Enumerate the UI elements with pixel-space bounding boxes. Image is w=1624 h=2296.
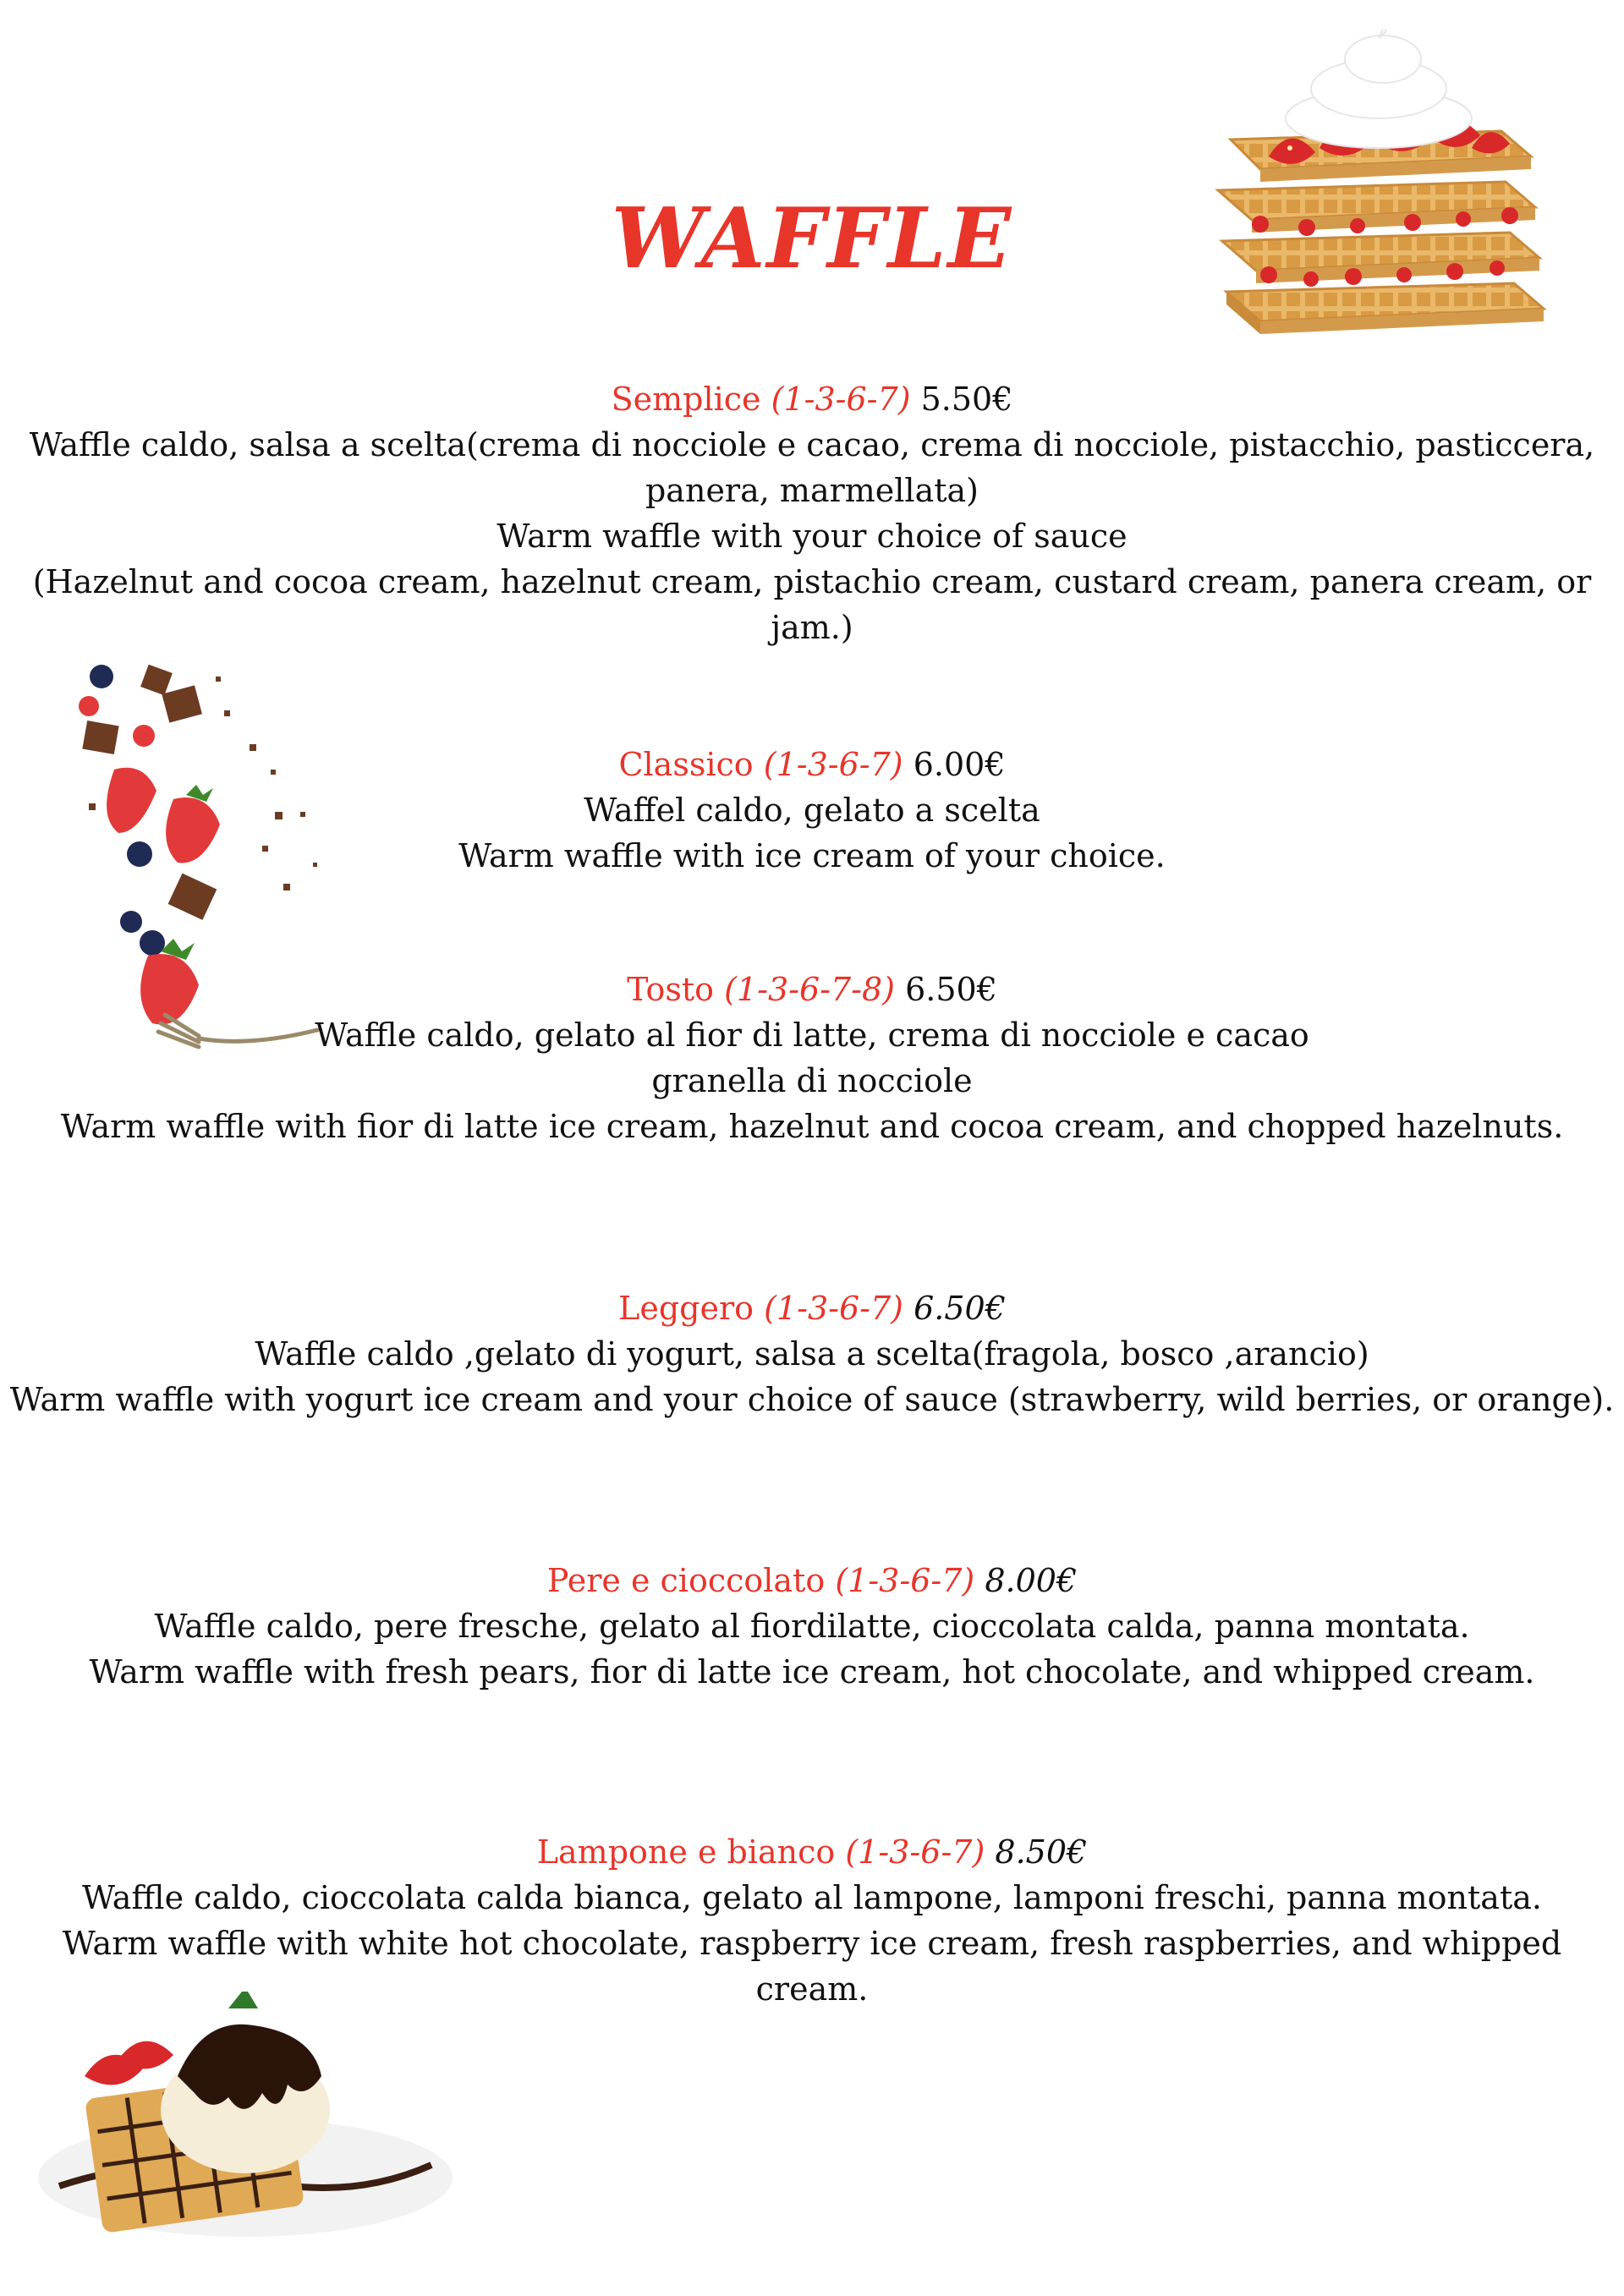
item-description-line: jam.)	[771, 609, 853, 646]
item-name: Lampone e bianco	[536, 1833, 836, 1871]
item-description-line: Waffle caldo, gelato al fior di latte, crema di nocciole e cacao	[315, 1016, 1309, 1054]
item-heading	[0, 376, 1624, 422]
item-allergens: (1-3-6-7)	[771, 381, 911, 418]
item-heading	[0, 1285, 1624, 1331]
item-description-line: Warm waffle with white hot chocolate, raspberry ice cream, fresh raspberries, and whipped	[62, 1925, 1562, 1962]
item-description-line: Warm waffle with fresh pears, fior di latte ice cream, hot chocolate, and whipped cream.	[89, 1653, 1535, 1690]
page-title: WAFFLE	[611, 190, 1013, 288]
item-name: Classico	[618, 746, 754, 783]
item-allergens: (1-3-6-7)	[764, 1290, 903, 1327]
item-name: Tosto	[627, 971, 715, 1008]
item-description-line: Waffle caldo ,gelato di yogurt, salsa a scelta(fragola, bosco ,arancio)	[255, 1335, 1369, 1373]
item-description-line: Warm waffle with yogurt ice cream and your choice of sauce (strawberry, wild berries, or orange).	[9, 1381, 1615, 1418]
item-price: 6.50€	[914, 1290, 1006, 1327]
menu-item-semplice	[0, 376, 1624, 650]
item-name: Leggero	[618, 1290, 754, 1327]
item-description-line: Warm waffle with your choice of sauce	[497, 518, 1127, 555]
item-price: 6.50€	[905, 971, 997, 1008]
item-description-line: panera, marmellata)	[645, 472, 979, 509]
item-heading	[0, 742, 1624, 787]
item-allergens: (1-3-6-7)	[845, 1833, 985, 1871]
menu-item-pere-e-cioccolato	[0, 1558, 1624, 1695]
menu-item-tosto	[0, 967, 1624, 1149]
item-description-line: Waffle caldo, salsa a scelta(crema di nocciole e cacao, crema di nocciole, pistacchio, pasticcera,	[29, 426, 1595, 463]
menu-item-lampone-e-bianco	[0, 1829, 1624, 2012]
item-allergens: (1-3-6-7)	[835, 1562, 975, 1599]
item-name: Semplice	[611, 381, 761, 418]
item-heading	[0, 1829, 1624, 1875]
item-price: 8.50€	[995, 1833, 1088, 1871]
item-allergens: (1-3-6-7)	[763, 746, 903, 783]
item-description-line: Waffle caldo, pere fresche, gelato al fiordilatte, cioccolata calda, panna montata.	[154, 1608, 1470, 1645]
item-description-line: Waffle caldo, cioccolata calda bianca, gelato al lampone, lamponi freschi, panna montata.	[82, 1879, 1542, 1916]
waffle-icecream-illustration	[34, 1992, 457, 2245]
item-heading	[0, 967, 1624, 1012]
item-description-line: Warm waffle with fior di latte ice cream, hazelnut and cocoa cream, and chopped hazelnuts.	[60, 1108, 1564, 1145]
item-description-line: Waffel caldo, gelato a scelta	[584, 792, 1040, 829]
menu-item-classico	[0, 742, 1624, 879]
item-price: 6.00€	[913, 746, 1006, 783]
item-description-line: granella di nocciole	[651, 1062, 973, 1099]
menu-item-leggero	[0, 1285, 1624, 1422]
item-allergens: (1-3-6-7-8)	[724, 971, 896, 1008]
item-description-line: cream.	[755, 1970, 869, 2008]
waffle-stack-illustration	[1210, 30, 1556, 342]
item-heading	[0, 1558, 1624, 1603]
item-description-line: Warm waffle with ice cream of your choice.	[458, 837, 1166, 874]
item-name: Pere e cioccolato	[546, 1562, 826, 1599]
item-price: 8.00€	[985, 1562, 1078, 1599]
item-description-line: (Hazelnut and cocoa cream, hazelnut cream, pistachio cream, custard cream, panera cream, or	[32, 563, 1592, 600]
item-price: 5.50€	[920, 381, 1013, 418]
